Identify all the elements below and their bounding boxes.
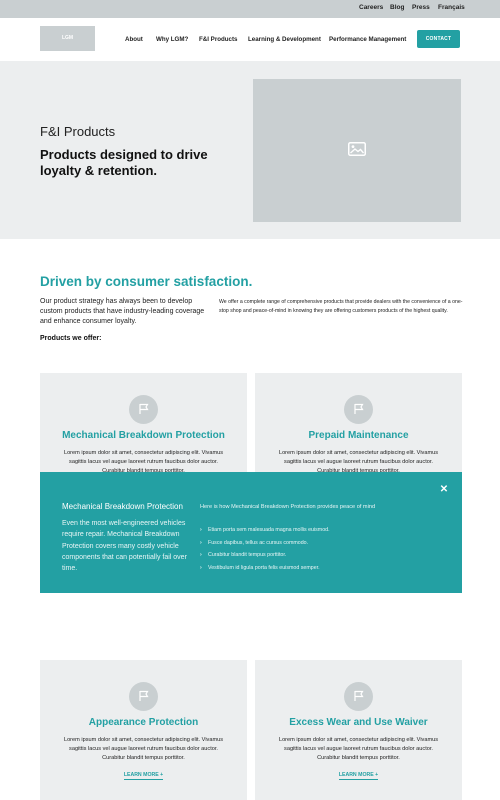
plus-icon: + [160,772,164,778]
list-item-text: Vestibulum id ligula porta felis euismod semper. [208,564,320,571]
close-icon[interactable]: ✕ [439,484,449,495]
careers-link[interactable]: Careers [359,4,384,11]
card-icon-circle [344,395,373,424]
intro-right-text: We offer a complete range of comprehensive products that provide dealers with the convenience of a one-stop shop and peace-of-mind in knowing they are offering customers products of the highest quality. [219,299,463,314]
list-item [200,527,330,540]
list-item-text: Etiam porta sem malesuada magna mollis euismod. [208,527,330,533]
learn-more-link[interactable] [40,772,247,778]
plus-icon: + [375,772,379,778]
card-icon-circle [129,395,158,424]
chevron-right-icon: › [200,527,202,533]
hero-section [0,61,500,239]
panel-list-intro: Here is how Mechanical Breakdown Protection provides peace of mind [200,504,376,510]
learn-more-link[interactable] [255,772,462,778]
panel-benefits-list [200,527,330,577]
utility-bar [0,0,500,18]
product-card-excess-wear[interactable] [255,660,462,800]
nav-learning-development[interactable]: Learning & Development [248,36,321,43]
learn-more-label: LEARN MORE [338,772,374,778]
product-card-appearance[interactable] [40,660,247,800]
hero-title: F&I Products [40,124,116,139]
card-title: Prepaid Maintenance [308,430,409,441]
card-description: Lorem ipsum dolor sit amet, consectetur adipiscing elit. Vivamus sagittis lacus vel augue laoreet rutrum faucibus dolor auctor. Curabitur blandit tempus porttitor. [63,737,224,761]
list-item [200,552,330,565]
panel-description: Even the most well-engineered vehicles require repair. Mechanical Breakdown Protection covers many costly vehicle components that can potentially fail over time. [62,520,187,573]
learn-more-label: LEARN MORE [123,772,159,778]
section-title: Driven by consumer satisfaction. [40,274,253,289]
list-item-text: Curabitur blandit tempus porttitor. [208,552,287,558]
card-icon-circle [129,682,158,711]
main-header [0,18,500,61]
card-description: Lorem ipsum dolor sit amet, consectetur adipiscing elit. Vivamus sagittis lacus vel augue laoreet rutrum faucibus dolor auctor. Curabitur blandit tempus porttitor. [63,450,224,472]
card-description: Lorem ipsum dolor sit amet, consectetur adipiscing elit. Vivamus sagittis lacus vel augue laoreet rutrum faucibus dolor auctor. Curabitur blandit tempus porttitor. [278,450,439,472]
nav-about[interactable]: About [125,36,143,43]
press-link[interactable]: Press [412,4,430,11]
hero-image-placeholder [253,79,461,222]
card-title: Mechanical Breakdown Protection [62,430,225,441]
panel-title: Mechanical Breakdown Protection [62,502,183,511]
products-offer-label: Products we offer: [40,335,102,342]
blog-link[interactable]: Blog [390,4,405,11]
flag-icon [138,690,150,702]
flag-icon [138,403,150,415]
flag-icon [353,690,365,702]
product-card-prepaid[interactable] [255,373,462,472]
nav-performance-management[interactable]: Performance Management [329,36,407,43]
product-detail-panel [40,472,462,593]
hero-subtitle: Products designed to drive loyalty & retention. [40,147,208,178]
card-icon-circle [344,682,373,711]
list-item [200,565,330,578]
chevron-right-icon: › [200,552,202,558]
nav-why-lgm[interactable]: Why LGM? [156,36,189,43]
list-item-text: Fusce dapibus, tellus ac cursus commodo. [208,539,309,546]
image-placeholder-icon [348,142,366,156]
intro-left-text: Our product strategy has always been to develop custom products that have industry-leading coverage and enhance consumer loyalty. [40,298,205,325]
contact-button[interactable]: CONTACT [417,30,460,48]
card-title: Excess Wear and Use Waiver [289,717,428,728]
chevron-right-icon: › [200,564,202,571]
product-card-mechanical[interactable] [40,373,247,472]
card-title: Appearance Protection [88,717,199,728]
flag-icon [353,403,365,415]
nav-fi-products[interactable]: F&I Products [199,36,238,43]
card-description: Lorem ipsum dolor sit amet, consectetur adipiscing elit. Vivamus sagittis lacus vel augue laoreet rutrum faucibus dolor auctor. Curabitur blandit tempus porttitor. [278,737,439,761]
francais-link[interactable]: Français [438,4,465,11]
chevron-right-icon: › [200,539,202,546]
logo[interactable]: LGM [40,26,95,51]
list-item [200,540,330,553]
